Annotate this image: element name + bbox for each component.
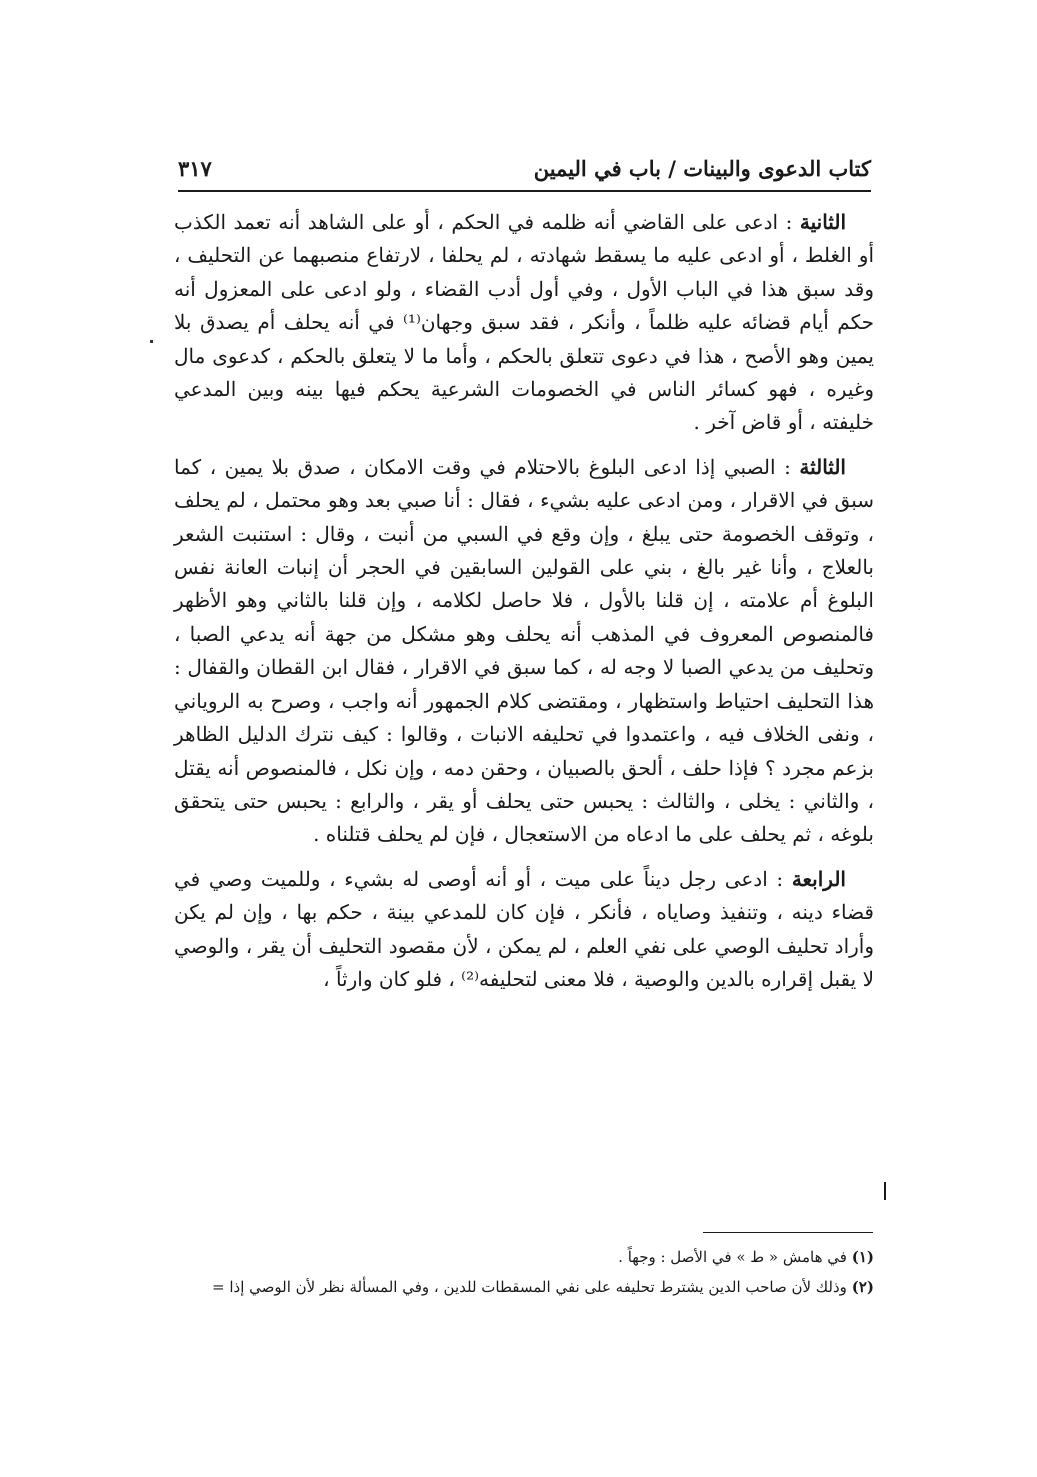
- margin-tick: [884, 1182, 886, 1200]
- footnote: [150, 1272, 874, 1302]
- paragraph-lead: الثانية: [799, 210, 846, 234]
- paragraph-text: : ادعى رجل ديناً على ميت ، أو أنه أوصى له بشيء ، وللميت وصي في قضاء دينه ، وتنفيذ وصاياه ، فأنكر ، فإن كان للمدعي بينة ، حكم بها ، وإن لم يكن وأراد تحليف الوصي على نفي العلم ، لم يمكن ، لأن مقصود التحليف أن يقر ، والوصي لا يقبل إقراره بالدين والوصية ، فلا معنى لتحليفه⁽²⁾ ، فلو كان وارثاً ،: [174, 866, 874, 991]
- running-title: كتاب الدعوى والبينات / باب في اليمين: [533, 155, 871, 181]
- footnote-number: (١): [851, 1248, 874, 1266]
- paragraph-text: : ادعى على القاضي أنه ظلمه في الحكم ، أو على الشاهد أنه تعمد الكذب أو الغلط ، أو ادعى عليه ما يسقط شهادته ، لم يحلفا ، لارتفاع منصبهما عن التحليف ، وقد سبق هذا في الباب الأول ، وفي أول أدب القضاء ، ولو ادعى على المعزول أنه حكم أيام قضائه عليه ظلماً ، وأنكر ، فقد سبق وجهان⁽¹⁾ في أنه يحلف أم يصدق بلا يمين وهو الأصح ، هذا في دعوى تتعلق بالحكم ، وأما ما لا يتعلق بالحكم ، كدعوى مال وغيره ، فهو كسائر الناس في الخصومات الشرعية يحكم فيها بينه وبين المدعي خليفته ، أو قاض آخر .: [174, 210, 874, 435]
- footnote-text: في هامش « ط » في الأصل : وجهاً .: [618, 1248, 847, 1266]
- main-text: [174, 206, 874, 1007]
- page-number: ٣١٧: [178, 155, 212, 181]
- margin-mark: [150, 340, 153, 343]
- footnote-number: (٢): [851, 1278, 874, 1296]
- paragraph-lead: الرابعة: [791, 866, 846, 891]
- footnote-rule: [703, 1232, 873, 1233]
- footnotes: [150, 1242, 874, 1302]
- footnote-text: وذلك لأن صاحب الدين يشترط تحليفه على نفي المسقطات للدين ، وفي المسألة نظر لأن الوصي إذا =: [212, 1278, 847, 1296]
- paragraph-text: : الصبي إذا ادعى البلوغ بالاحتلام في وقت الامكان ، صدق بلا يمين ، كما سبق في الاقرار ، ومن ادعى عليه بشيء ، فقال : أنا صبي بعد وهو محتمل ، لم يحلف ، وتوقف الخصومة حتى يبلغ ، وإن وقع في السبي من أنبت ، وقال : استنبت الشعر بالعلاج ، وأنا غير بالغ ، بني على القولين السابقين في الحجر أن إنبات العانة نفس البلوغ أم علامته ، إن قلنا بالأول ، فلا حاصل لكلامه ، وإن قلنا بالثاني وهو الأظهر فالمنصوص المعروف في المذهب أنه يحلف وهو مشكل من جهة أنه يدعي الصبا ، وتحليف من يدعي الصبا لا وجه له ، كما سبق في الاقرار ، فقال ابن القطان والقفال : هذا التحليف احتياط واستظهار ، ومقتضى كلام الجمهور أنه واجب ، وصرح به الروياني ، ونفى الخلاف فيه ، واعتمدوا في تحليفه الانبات ، وقالوا : كيف نترك الدليل الظاهر بزعم مجرد ؟ فإذا حلف ، ألحق بالصبيان ، وحقن دمه ، وإن نكل ، فالمنصوص أنه يقتل ، والثاني : يخلى ، والثالث : يحبس حتى يحلف أو يقر ، والرابع : يحبس حتى يتحقق بلوغه ، ثم يحلف على ما ادعاه من الاستعجال ، فإن لم يحلف قتلناه .: [174, 454, 874, 847]
- page-header: [178, 150, 871, 186]
- paragraph: [174, 863, 874, 997]
- paragraph: [174, 206, 874, 440]
- header-rule: [178, 190, 871, 192]
- paragraph-lead: الثالثة: [799, 454, 846, 479]
- paragraph: [174, 451, 874, 852]
- footnote: [150, 1242, 874, 1272]
